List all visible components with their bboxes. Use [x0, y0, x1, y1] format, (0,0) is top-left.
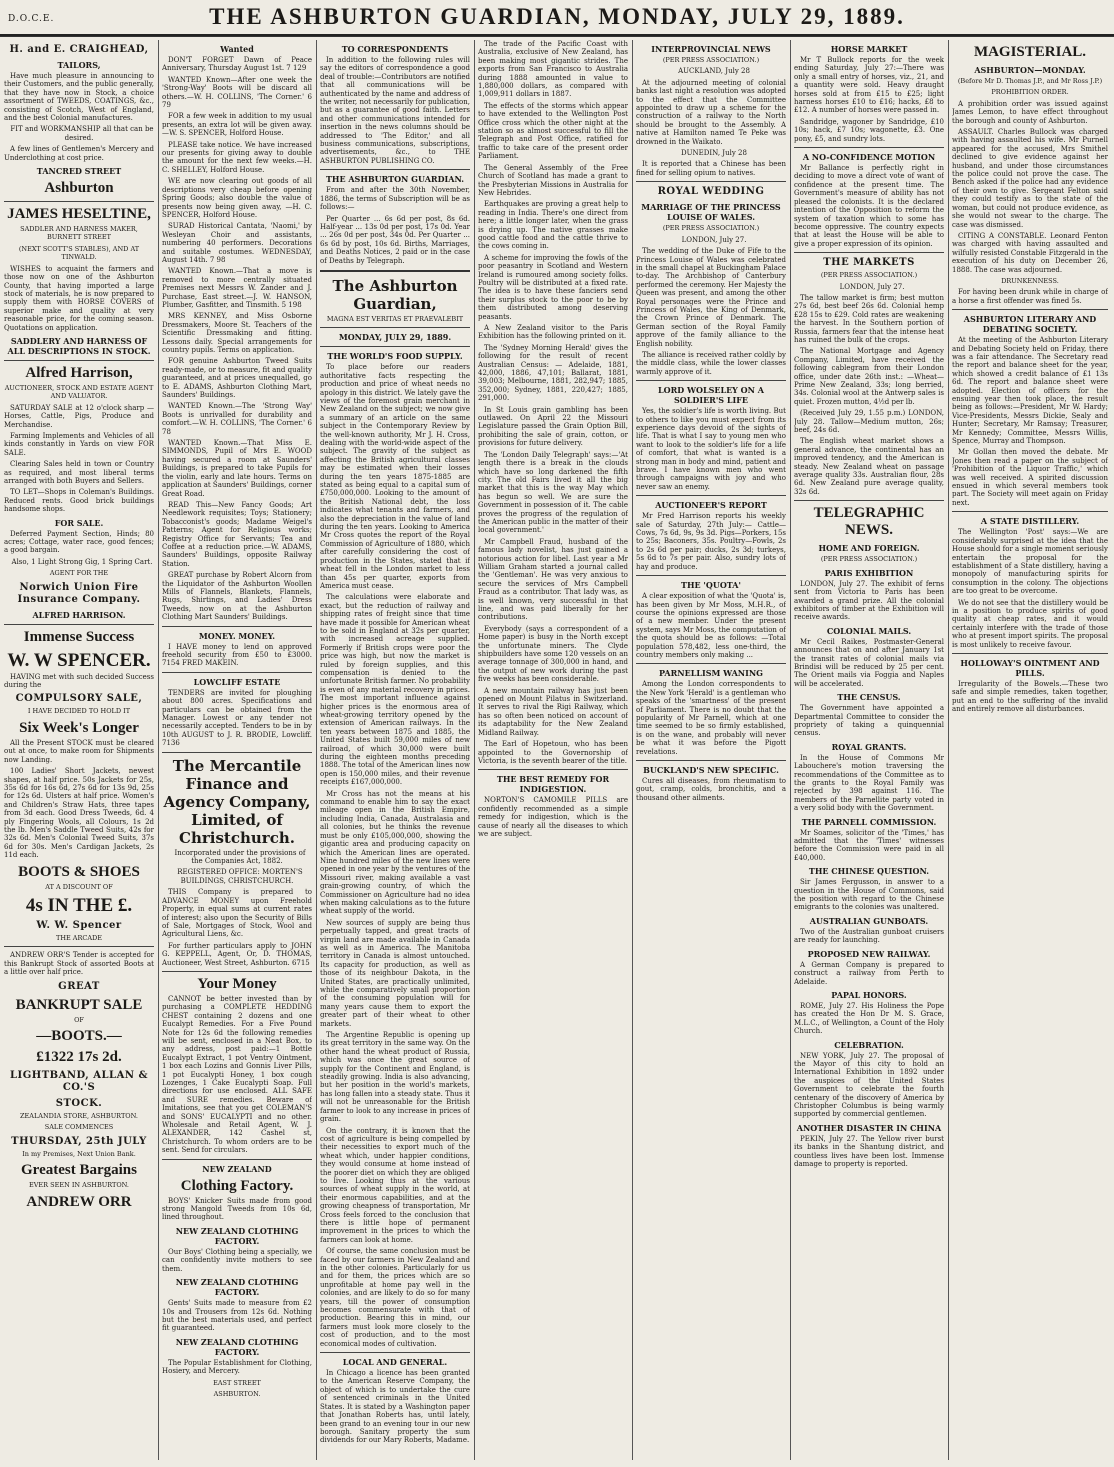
- nz-factory-text-4: The Popular Establishment for Clothing, Hosiery, and Mercery.: [162, 1358, 312, 1376]
- auctioneer-heading: AUCTIONEER'S REPORT: [655, 500, 767, 511]
- news-paragraph: A scheme for improving the fowls of the poor peasantry in Scotland and Western Ireland is rumoured among society folks. Poultry will be distributed at a fixed rate. The idea is to have these fanciers send their surplus stock to the poor to be by them distributed among deserving peasants.: [478, 253, 628, 321]
- column-rule: [948, 40, 949, 1460]
- correspondents-heading: TO CORRESPONDENTS: [341, 44, 449, 54]
- paper-date: MONDAY, JULY 29, 1889.: [338, 332, 452, 343]
- magisterial-text: A prohibition order was issued against James Lemon, to have effect throughout the borough and county of Ashburton.: [952, 99, 1108, 125]
- nz-factory-sub: Clothing Factory.: [180, 1177, 294, 1194]
- craighead-sub: TAILORS,: [57, 60, 101, 70]
- orr-premises: In my Premises, Next Union Bank.: [22, 1149, 136, 1158]
- heseltine-sub: SADDLER AND HARNESS MAKER, BURNETT STREET: [20, 225, 138, 242]
- harrison-also: Also, 1 Light Strong Gig, 1 Spring Cart.: [11, 557, 153, 566]
- wanted-item: WANTED Known.—The 'Strong Way' Boots is unrivalled for durability and comfort.—W. H. COLLINS, 'The Corner.' 6 78: [162, 402, 312, 436]
- leader-paragraph: The calculations were elaborate and exact, but the reduction of railway and shipping rates of freight since that time have made it possible for American wheat to be sold in England at 32s per quarter, with increased acreage supplied. Formerly if British crops were poor the price was high, but now the market is ruled by foreign supplies, and this compensation is denied to the unfortunate British farmer. No probability is even of any material recovery in prices. The most important influence against higher prices is the enormous area of wheat-growing territory opened by the extension of American railways. In the ten years between 1875 and 1885, the United States built 59,000 miles of new railroad, of which 30,000 were built during the eighteen months preceding 1888. The total of the American lines now open is 150,000 miles, and their revenue receipts £167,000,000.: [320, 593, 470, 787]
- royal-place: LONDON, July 27.: [681, 235, 747, 244]
- census-text: The Government have appointed a Departmental Committee to consider the propriety of taking a quinquennial census.: [794, 704, 944, 738]
- nz-factory-heading: NEW ZEALAND: [202, 1163, 272, 1174]
- wanted-item: PLEASE take notice. We have increased our presents for giving away to double the amount for the next few weeks.—H. C. SHELLEY, Holford House.: [162, 140, 312, 174]
- drunkenness-heading: DRUNKENNESS.: [1001, 276, 1059, 285]
- leader-paragraph: On the contrary, it is known that the cost of agriculture is being compelled by their necessities to export much of the wheat which, under happier conditions, they would consume at home instead of the poorer diet on which they are obliged to live. Looking thus at the various sources of wheat supply in the world, at their enormous capabilities, and at the growing cheapness of transportation, Mr Cross feels forced to the conclusion that there is little hope of permanent improvement in the prices to which the farmers can look at home.: [320, 1126, 470, 1244]
- your-money-text: CANNOT be better invested than by purchasing a COMPLETE HEDDING CHEST containing 2 dozens and one Eucalypt Remedies. For a Five Pound Note for 12s 6d the following remedies will be sent, enclosed in a Neat Box, to any address, post paid:—1 Bottle Eucalypt Extract, 1 pot Ventry Ointment, 1 box each Lozins and Gonnis Liver Pills, 1 pot Eucalypti Honey, 1 box cough Lozenges, 1 Cake Eucalypti Soap. Full directions for use enclosed. ALL SAFE and SURE remedies. Beware of Imitations, see that you get COLEMAN'S and SONS' EUCALYPTI and no other. Wholesale and Retail Agent, W. J. ALEXANDER, 142 Cashel st, Christchurch. To whom orders are to be sent. Send for circulars.: [162, 994, 312, 1155]
- dunedin-place: DUNEDIN, July 28: [681, 149, 747, 158]
- nz-factory-text-3: Gents' Suits made to measure from £2 10s and Trousers from 12s 6d. Nothing but the best materials used, and perfect fit guaranteed.: [162, 1299, 312, 1333]
- magisterial-place: ASHBURTON—MONDAY.: [974, 65, 1086, 75]
- orr-date: THURSDAY, 25th JULY: [11, 1135, 147, 1147]
- spencer-heading: Immense Success: [23, 628, 135, 645]
- spencer-text2: All the Present STOCK must be cleared out at once, to make room for Shipments now Landing.: [4, 738, 154, 764]
- papal-text: ROME, July 27. His Holiness the Pope has created the Hon Dr M. S. Grace, M.L.C., of Wellington, a Count of the Holy Church.: [794, 1001, 944, 1036]
- wanted-heading: Wanted: [220, 44, 254, 54]
- leader-paragraph: The Argentine Republic is opening up its great territory in the same way. On the other hand the wheat product of Russia, which was once the great source of supply for the Continent and England, is steadily growing. India is also advancing, but her position in the world's markets, has long fallen into a steady state. Thus it will not be unreasonable for the British farmer to look to any increase in prices of grain.: [320, 1031, 470, 1124]
- heseltine-text: WISHES to acquaint the farmers and those now on one of the Ashburton County, that having imported a large stock of materials, he is now prepared to supply them with HORSE COVERS of superior make and quality at very reasonable price, for the coming season. Quotations on application.: [4, 264, 154, 332]
- chinese-heading: THE CHINESE QUESTION.: [808, 866, 930, 877]
- masthead-rule: [0, 36, 1114, 37]
- mercantile-office: REGISTERED OFFICE: MORTEN'S BUILDINGS, CHRISTCHURCH.: [177, 868, 303, 885]
- markets-text2: The National Mortgage and Agency Company, Limited, have received the following cablegram from their London office, under date 26th inst.: —Wheat—Prime New Zealand, 33s; long berried, 34s. Colonial wool at the Antwerp sales is quiet. Frozen mutton, 4½d per lb.: [794, 347, 944, 406]
- news-paragraph: In St Louis grain gambling has been outlawed. On April 22 the Missouri Legislature passed the Grain Option Bill, prohibiting the sale of grain, cotton, or provisions for future delivery.: [478, 405, 628, 448]
- nz-factory-heading-2: NEW ZEALAND CLOTHING FACTORY.: [175, 1225, 299, 1246]
- distillery-heading: A STATE DISTILLERY.: [980, 516, 1080, 527]
- harrison-heading: Alfred Harrison,: [25, 364, 133, 381]
- column-5: [636, 40, 786, 1460]
- nz-factory-heading-3: NEW ZEALAND CLOTHING FACTORY.: [175, 1277, 299, 1298]
- news-paragraph: A New Zealand visitor to the Paris Exhibition has the following printed on it.: [478, 324, 628, 341]
- craighead-street: TANCRED STREET: [36, 166, 122, 177]
- magisterial-text2: ASSAULT. Charles Bullock was charged with having assaulted his wife. Mr Purnell appeared for the accused, Mrs Smithel declined to give evidence against her husband, and under those circumstances the police could not prove the case. The Bench asked if the police had any evidence of their own to give. Sergeant Felton said they could testify as to the state of the woman, but could not produce evidence, as she would not swear to the charge. The case was dismissed.: [952, 128, 1108, 229]
- orr-bargains: Greatest Bargains: [21, 1162, 137, 1179]
- magisterial-heading: MAGISTERIAL.: [973, 44, 1087, 60]
- wanted-item: MRS KENNEY, and Miss Osborne Dressmakers, Moore St. Teachers of the Scientific Dressmaking and fitting. Lessons daily. Special arrangements for country pupils. Terms on application.: [162, 312, 312, 354]
- correspondents-text: In addition to the following rules will say the editors of correspondence a good deal of trouble:—Contributors are notified that all communications will be authenticated by the name and address of the writer, not necessarily for publication, but as a guarantee of good faith. Letters and other communications intended for insertion in the news columns should be addressed to 'The Editor,' and all business communications, subscriptions, advertisements, &c., to THE ASHBURTON PUBLISHING CO.: [320, 56, 470, 165]
- mercantile-inc: Incorporated under the provisions of the Companies Act, 1882.: [174, 848, 306, 866]
- royal-sub: MARRIAGE OF THE PRINCESS LOUISE OF WALES.: [641, 202, 781, 223]
- quota-heading: THE 'QUOTA': [681, 580, 741, 591]
- gunboats-heading: AUSTRALIAN GUNBOATS.: [809, 915, 929, 926]
- craighead-heading: H. and E. CRAIGHEAD,: [9, 44, 149, 55]
- interprovincial-place: AUCKLAND, July 28: [678, 67, 750, 76]
- markets-heading: THE MARKETS: [823, 257, 915, 269]
- news-paragraph: A new mountain railway has just been opened on Mount Pilatus in Switzerland. It serves to rival the Rigi Railway, which has so often been noticed on account of its adaptability for the New Zealand Midland Railway.: [478, 686, 628, 737]
- wanted-item: DON'T FORGET Dawn of Peace Anniversary, Thursday August 1st. 7 129: [162, 56, 312, 73]
- subscription-heading: THE ASHBURTON GUARDIAN.: [325, 174, 465, 185]
- nz-factory-town: ASHBURTON.: [213, 1389, 261, 1398]
- column-rule: [316, 40, 317, 1460]
- parnell-commission-heading: THE PARNELL COMMISSION.: [801, 816, 937, 827]
- craighead-text: Have much pleasure in announcing to their Customers, and the public generally, that they have now in Stock, a choice assortment of TWEEDS, COATINGS, &c., consisting of Scotch, West of England, and the best Colonial manufactures.: [4, 72, 154, 123]
- specific-text: Cures all diseases, from rheumatism to gout, cramp, colds, bronchitis, and a thousand other ailments.: [636, 777, 786, 802]
- column-1: [4, 40, 154, 1460]
- specific-heading: BUCKLAND'S NEW SPECIFIC.: [643, 765, 779, 775]
- leader-paragraph: To place before our readers authoritative facts respecting the production and price of wheat needs no apology in this district. We lately gave the views of the foremost grain merchant in New Zealand on the subject; we now give a summary of an article on the same subject in the Contemporary Review by the well-known authority, Mr J. H. Cross, dealing with the world-wide aspect of the subject. The gravity of the subject as affecting the British agricultural classes may be estimated when their losses during the ten years 1875-1885 are stated as being equal to a capital sum of £750,000,000. Looking to the amount of the British National debt, the loss indicates what tenants and farmers, and also the depreciation in the value of land during the ten years. Looking to America Mr Cross quotes the report of the Royal Commission of Agriculture of 1880, which after carefully considering the cost of production in the States, stated that if wheat fell in the London market to less than 45s per quarter, exports from America must cease.: [320, 363, 470, 590]
- column-rule: [158, 40, 159, 1460]
- wanted-item: GREAT purchase by Robert Alcorn from the Liquidator of the Ashburton Woollen Mills of Flannels, Blankets, Flannels, Rugs, Shirtings, and Ladies' Dress Tweeds, now on at the Ashburton Clothing Mart Saunders' Buildings.: [162, 571, 312, 622]
- telegraphic-sub: HOME AND FOREIGN.: [818, 543, 920, 554]
- money-text: I HAVE money to lend on approved freehold security from £50 to £3000. 7154 FRED MAKEIN.: [162, 642, 312, 668]
- no-confidence-heading: A NO-CONFIDENCE MOTION: [802, 152, 936, 163]
- mails-text: Mr Cecil Raikes, Postmaster-General announces that on and after January 1st the transit rates of colonial mails via Brindisi will be reduced by 25 per cent. The Orient mails via Foggia and Naples will be accelerated.: [794, 637, 944, 688]
- orr-stock: STOCK.: [55, 1098, 103, 1109]
- column-rule: [790, 40, 791, 1460]
- leader-paragraph: Of course, the same conclusion must be faced by our farmers in New Zealand and in the other colonies. Particularly for us and for them, the prices which are so unprofitable at home pay well in the colonies, and are likely to do so for many years, till the power of consumption becomes commensurate with that of production. Bearing this in mind, our farmers must look more closely to the cost of production, and to the most economical modes of cultivation.: [320, 1247, 470, 1348]
- craighead-town: Ashburton: [44, 180, 114, 197]
- heseltine-heading: JAMES HESELTINE,: [7, 206, 151, 223]
- holloway-heading: HOLLOWAY'S OINTMENT AND PILLS.: [960, 657, 1100, 678]
- grants-heading: ROYAL GRANTS.: [831, 741, 907, 752]
- orr-of: OF: [74, 1015, 84, 1024]
- parnellism-heading: PARNELLISM WANING: [659, 668, 763, 679]
- column-rule: [632, 40, 633, 1460]
- interprovincial-heading: INTERPROVINCIAL NEWS: [651, 44, 771, 54]
- horse-market-heading: HORSE MARKET: [830, 44, 908, 54]
- celebration-heading: CELEBRATION.: [834, 1039, 904, 1050]
- money-heading: MONEY. MONEY.: [198, 630, 276, 641]
- spencer-decided: I HAVE DECIDED TO HOLD IT: [27, 707, 131, 716]
- magisterial-bench: (Before Mr D. Thomas J.P., and Mr Ross J.P.): [957, 77, 1103, 85]
- remedy-heading: THE BEST REMEDY FOR INDIGESTION.: [496, 774, 610, 795]
- your-money-heading: Your Money: [197, 975, 277, 992]
- leader-paragraph: Mr Cross has not the means at his command to enable him to say the exact mileage open in the British Empire, including India, Canada, Australasia and all colonies, but he thinks the revenue must be only £105,000,000, showing the gigantic area and producing capacity on which the American lines are operated. Nine hundred miles of the new lines were opened in one year by the ventures of the Missouri river, making available a vast grain-growing country, of which the Commissioner on Agriculture had no idea when making calculations as to the future wheat supply of the world.: [320, 789, 470, 916]
- craighead-fit: FIT and WORKMANSHIP all that can be desired.: [10, 125, 154, 142]
- harrison-text3: Clearing Sales held in town or Country as required, and most liberal terms arranged with both Buyers and Sellers.: [4, 460, 154, 485]
- column-6: [794, 40, 944, 1460]
- markets-place: LONDON, July 27.: [839, 282, 905, 291]
- wanted-item: SURAD Historical Cantata, 'Naomi,' by Wesleyan Choir and assistants, numbering 40 performers. Decorations and suitable costumes. WEDNESDAY, August 14th. 7 98: [162, 222, 312, 264]
- grants-text: In the House of Commons Mr Labouchere's motion traversing the recommendations of the Committee as to the grants to the Royal Family was rejected by 398 against 116. The members of the Parnellite party voted in a very solid body with the Government.: [794, 753, 944, 813]
- census-heading: THE CENSUS.: [837, 692, 901, 703]
- spencer-arcade: THE ARCADE: [55, 933, 103, 942]
- harrison-forsale: FOR SALE.: [54, 517, 104, 528]
- royal-text2: The alliance is received rather coldly by the middle class, while the lower classes warmly approve of it.: [636, 350, 786, 376]
- news-paragraph: The effects of the storms which appear to have extended to the Wellington Post Office cross which the other night at the station so as almost successful to fill the Telegraph and Post Office, ratified for traffic to take care of the present order Parliament.: [478, 101, 628, 161]
- harrison-company: Norwich Union Fire Insurance Company.: [17, 581, 141, 605]
- disaster-heading: ANOTHER DISASTER IN CHINA: [796, 1122, 942, 1133]
- nz-factory-text: BOYS' Knicker Suits made from good strong Mangold Tweeds from 10s 6d, lined throughout.: [162, 1196, 312, 1222]
- news-paragraph: The Earl of Hopetoun, who has been appointed to the Governorship of Victoria, is the seventh bearer of the title.: [478, 740, 628, 765]
- literary-heading: ASHBURTON LITERARY AND DEBATING SOCIETY.: [963, 314, 1097, 335]
- spencer-weeks: Six Week's Longer: [19, 719, 139, 736]
- craighead-mercery: A few lines of Gentlemen's Mercery and Underclothing at cost price.: [4, 145, 154, 162]
- column-7: [952, 40, 1108, 1460]
- wanted-item: WANTED Known.—That a move is removed to more centrally situated Premises next Messrs W. Zander and J. Purchase, East street.—J. W. HANSON, Plumber, Gasfitter, and Tinsmith. 5 198: [162, 267, 312, 309]
- orr-ever: EVER SEEN IN ASHBURTON.: [28, 1181, 129, 1190]
- nz-factory-street: EAST STREET: [213, 1378, 261, 1387]
- magisterial-text3: CITING A CONSTABLE. Leonard Fenton was charged with having assaulted and wilfully resisted Constable Fitzgerald in the execution of his duty on December 26, 1888. The case was adjourned.: [952, 231, 1108, 274]
- harrison-sub: AUCTIONEER, STOCK AND ESTATE AGENT AND VALUATOR.: [4, 383, 154, 401]
- nz-factory-text-2: Our Boys' Clothing being a specially, we can confidently invite mothers to see them.: [162, 1247, 312, 1273]
- orr-firm: LIGHTBAND, ALLAN & CO.'S: [10, 1070, 148, 1093]
- magisterial-sub: PROHIBITION ORDER.: [991, 88, 1069, 97]
- railway-heading: PROPOSED NEW RAILWAY.: [807, 948, 931, 959]
- column-rule: [474, 40, 475, 1460]
- chinese-text: Sir James Fergusson, in answer to a question in the House of Commons, said the position with regard to the Chinese emigrants to the colonies was unaltered.: [794, 878, 944, 912]
- mercantile-text: THIS Company is prepared to ADVANCE MONEY upon Freehold Property, in equal sums at current rates of interest; also upon the Security of Bills of Sale, Mortgages of Stock, Wool and Agricultural Liens, &c.: [162, 888, 312, 939]
- royal-text: The wedding of the Duke of Fife to the Princess Louise of Wales was celebrated in the small chapel at Buckingham Palace to-day. The Archbishop of Canterbury performed the ceremony. Her Majesty the Queen was present, and among the other Royal personages were the Prince and Princess of Wales, the King of Denmark, the Crown Prince of Denmark. The German section of the Royal Family approve of the family alliance to the English nobility.: [636, 247, 786, 348]
- celebration-text: NEW YORK, July 27. The proposal of the Mayor of this city to hold an International Exhibition in 1892 under the auspices of the United States Government to celebrate the fourth centenary of the discovery of America by Christopher Columbus is being warmly supported by commercial gentlemen.: [794, 1051, 944, 1119]
- markets-text4: The English wheat market shows a general advance, the continental has an improved tendency, and the American is steady. New Zealand wheat on passage average quality 33s. Australian flour, 28s 6d. New Zealand pure average quality, 32s 6d.: [794, 437, 944, 496]
- subscription-table: Per Quarter ... 6s 6d per post, 8s 6d. Half-year ... 13s 0d per post, 17s 0d. Year ... 26s 0d per post, 34s 0d. Per Quarter ... 6s 6d by post, 10s 6d. Births, Marriages, and Deaths Notices, 2 paid or in the case of Deaths by Telegraph.: [320, 214, 470, 265]
- news-paragraph: Earthquakes are proving a great help to reading in India. There's one direct from here; a little longer later, when the grass is drying up. The native grasses make good cattle food and the cattle thrive to the cows coming in.: [478, 200, 628, 251]
- orr-commences: SALE COMMENCES: [44, 1123, 114, 1132]
- mercantile-text2: For further particulars apply to JOHN G. KEPPELL, Agent, Or, D. THOMAS, Auctioneer, West Street, Ashburton. 6715: [162, 941, 312, 967]
- wanted-item: FOR genuine Ashburton Tweed Suits ready-made, or to measure, fit and quality guaranteed, and at prices unequalled, go to E. ADAMS, Ashburton Clothing Mart, Saunders' Buildings.: [162, 357, 312, 400]
- orr-store: ZEALANDIA STORE, ASHBURTON.: [20, 1112, 138, 1120]
- wanted-item: WANTED Known—After one week the 'Strong-Way' Boots will be discard all others.—W. H. COLLINS, 'The Corner.' 6 79: [162, 75, 312, 110]
- spencer-text: HAVING met with such decided Success during the: [4, 672, 154, 690]
- local-heading: LOCAL AND GENERAL.: [342, 1357, 448, 1368]
- news-paragraph: The 'Sydney Morning Herald' gives the following for the result of recent Australian Census: — Adelaide, 1881, 42,000, 1886, 47,101; Ballarat, 1881, 39,003; Melbourne, 1881, 282,947; 1885, 352,000; Sydney, 1881, 220,427; 1885, 291,000.: [478, 343, 628, 403]
- interprovincial-sub: (PER PRESS ASSOCIATION.): [662, 56, 760, 64]
- gunboats-text: Two of the Australian gunboat cruisers are ready for launching.: [794, 927, 944, 945]
- markets-text: The tallow market is firm; best mutton 27s 6d, best beef 26s 6d. Colonial hemp £28 15s to £29. Cold rates are weakening the harvest. In the Southern portion of Russia, farmers fear that the intense heat has ruined the bulk of the crops.: [794, 293, 944, 344]
- auctioneer-text: Mr Fred Harrison reports his weekly sale of Saturday, 27th July:— Cattle—Cows, 7s 6d, 9s, 9s 3d. Pigs—Porkers, 15s to 25s; Baconers, 35s. Poultry—Fowls, 2s to 2s 6d per pair; ducks, 2s 3d; turkeys, 5s 6d to 7s per pair. Also, sundry lots of hay and produce.: [636, 512, 786, 571]
- literary-text2: Mr Gollan then moved the debate. Mr Jones then read a paper on the subject of 'Prohibition of the Liquor Traffic,' which was well received. A spirited discussion ensued in which several members took part. The Society will meet again on Friday next.: [952, 448, 1108, 507]
- news-paragraph: Mr Campbell Fraud, husband of the famous lady novelist, has just gained a notorious action for libel. Last year a Mr William Graham started a journal called the 'Gentleman'. He was very anxious to secure the services of Mrs Campbell Fraud as a contributor. That lady was, as is well known, very successful in that line, and was paid liberally for her contributions.: [478, 537, 628, 622]
- railway-text: A German Company is prepared to construct a railway from Perth to Adelaide.: [794, 960, 944, 986]
- paris-text: LONDON, July 27. The exhibit of ferns sent from Victoria to Paris has been awarded a grand prize. All the colonial exhibitors of timber at the Exhibition will receive awards.: [794, 579, 944, 622]
- paris-heading: PARIS EXHIBITION: [824, 567, 914, 578]
- wanted-item: READ This—New Fancy Goods; Art Needlework requisites; Toys; Stationery; Tobacconist's goods; Madame Weigel's Patterns; Agent for Religious works; Registry Office for Servants; Tea and Coffee at a reduction price.—W. ADAMS, Saunders' Buildings, opposite Railway Station.: [162, 500, 312, 568]
- news-paragraph: The trade of the Pacific Coast with Australia, exclusive of New Zealand, has been making most gigantic strides. The exports from San Francisco to Australia during 1888 amounted in value to 1,880,000 dollars, as compared with 1,009,911 dollars in 1887.: [478, 40, 628, 99]
- harrison-text2: Farming Implements and Vehicles of all kinds constantly in Yards on view FOR SALE.: [4, 431, 154, 457]
- news-paragraph: The General Assembly of the Free Church of Scotland has made a grant to the Presbyterian Missions in Australia for New Hebrides.: [478, 163, 628, 197]
- heseltine-sub2: (NEXT SCOTT'S STABLES), AND AT TINWALD.: [18, 244, 140, 262]
- lowcliff-text: TENDERS are invited for ploughing about 800 acres. Specifications and particulars can be obtained from the Manager. Lowest or any tender not necessarily accepted. Tenders to be in by 10th AUGUST to J. R. BRODIE, Lowcliff. 7136: [162, 688, 312, 748]
- papal-heading: PAPAL HONORS.: [831, 989, 907, 1000]
- harrison-text4: TO LET—Shops in Coleman's Buildings. Reduced rents. Good brick buildings handsome shops.: [4, 488, 154, 514]
- orr-text: ANDREW ORR'S Tender is accepted for this Bankrupt Stock of assorted Boots at a little over half price.: [4, 951, 154, 977]
- orr-great: GREAT: [58, 980, 100, 992]
- markets-sub: (PER PRESS ASSOCIATION.): [820, 271, 918, 280]
- remedy-text: NORTON'S CAMOMILE PILLS are confidently recommended as a simple remedy for indigestion, which is the cause of nearly all the diseases to which we are subject.: [478, 796, 628, 838]
- column-4: [478, 40, 628, 1460]
- disaster-text: PEKIN, July 27. The Yellow river burst its banks in the Shantung district, and countless lives have been lost. Immense damage to property is reported.: [794, 1134, 944, 1168]
- spencer-rate: 4s IN THE £.: [25, 894, 133, 916]
- no-confidence-text: Mr Ballance is perfectly right in deciding to move a direct vote of want of confidence at the present time. The Government's measure of ability has not pleased the colonists. It is the declared intention of the Opposition to reform the system of taxation which to some has become oppressive. The country expects that at least the House will be able to give a proper expression of its opinion.: [794, 164, 944, 248]
- spencer-signature: W. W. Spencer: [36, 919, 122, 931]
- telegraphic-heading: TELEGRAPHIC NEWS.: [813, 505, 925, 539]
- orr-bankrupt: BANKRUPT SALE: [15, 996, 143, 1013]
- parnellism-text: Among the London correspondents to the New York 'Herald' is a gentleman who speaks of the 'smartness' of the present of Parliament. There is no doubt that the popularity of Mr Parnell, which at one time seemed to be so firmly established, is on the wane, and probably will never be what it was before the Pigott revelations.: [636, 680, 786, 756]
- subscription-text: From and after the 30th November, 1886, the terms of Subscription will be as follows:—: [320, 186, 470, 212]
- local-text: In Chicago a licence has been granted to the American Reserve Company, the object of which is to undertake the cure of sentenced criminals in the United States. It is stated by a Washington paper that Jonathan Roberts has, until lately, been grand to an evening tour in our new borough. Sanitary property the sum dividends for our Mary Roberts, Madame.: [320, 1369, 470, 1445]
- drunkenness-text: For having been drunk while in charge of a horse a first offender was fined 5s.: [952, 288, 1108, 305]
- mails-heading: COLONIAL MAILS.: [826, 625, 912, 636]
- distillery-text2: We do not see that the distillery would be in a position to produce spirits of good quality at cheap rates, and it would certainly interfere with the trade of those who at present import spirits. The proposal is most unlikely to receive favour.: [952, 598, 1108, 649]
- spencer-discount: AT A DISCOUNT OF: [45, 882, 113, 891]
- paper-title: The Ashburton Guardian,: [332, 276, 458, 313]
- wanted-item: WANTED Known.—That Miss E. SIMMONDS, Pupil of Mrs E. WOOD having secured a room at Saunders' Buildings, is prepared to take Pupils for the violin, early and late hours. Terms on application at Saunders' Buildings, corner Great Road.: [162, 439, 312, 498]
- orr-boots: —BOOTS.—: [36, 1028, 122, 1044]
- news-paragraph: Everybody (says a correspondent of a Home paper) is busy in the North except the unfortunate miners. The Clyde shipbuilders have some 120 vessels on an average tonnage of 300,000 in hand, and the output of new work during the past five weeks has been considerable.: [478, 624, 628, 684]
- column-3: [320, 40, 470, 1460]
- masthead: [0, 0, 1114, 36]
- spencer-boots: BOOTS & SHOES: [18, 863, 140, 880]
- leader-heading: THE WORLD'S FOOD SUPPLY.: [327, 351, 463, 362]
- interprovincial-text: At the adjourned meeting of colonial banks last night a resolution was adopted to the effect that the Committee appointed to draw up a scheme for the construction of a railway to the North should be brought to the Assembly. A native at Hamilton named Te Peke was drowned in the Waikato.: [636, 78, 786, 146]
- wanted-item: FOR a few week in addition to my usual presents, an extra lot will be given away.—W. S. SPENCER, Holford House.: [162, 112, 312, 138]
- horse-market-text: Mr T Bullock reports for the week ending Saturday, July 27:—There was only a small entry of horses, viz., 21, and a quantity were sold. Heavy draught horses sold at from £15 to £25; light harness horses £10 to £16; hacks, £8 to £12. A number of horses were passed in.: [794, 56, 944, 115]
- harrison-signature: ALFRED HARRISON.: [32, 609, 126, 620]
- nz-factory-heading-4: NEW ZEALAND CLOTHING FACTORY.: [175, 1336, 299, 1357]
- spencer-list: 100 Ladies' Short Jackets, newest shapes, at half price. 50s Jackets for 25s, 35s 6d for 16s 6d, 27s 6d for 13s 9d, 25s for 12s 6d. Ulsters at half price. Women's and Children's Straw Hats, three tapes from 3d each. Good Dress Tweeds, 6d. 4 ply Fingering Wools, all Colours, 1s 2d the lb. Men's Saddle Tweed Suits, 42s for 32s 6d. Men's Colonial Tweed Suits, 37s 6d for 30s. Men's Cardigan Jackets, 2s 11d each.: [4, 767, 154, 860]
- lowcliff-heading: LOWCLIFF ESTATE: [193, 676, 281, 687]
- horse-market-text2: Sandridge, wagoner by Sandridge, £10 10s; hack, £7 10s; wagonette, £3. One pony, £5, and sundry lots.: [794, 117, 944, 143]
- parnell-commission-text: Mr Soames, solicitor of the 'Times,' has admitted that the 'Times' witnesses before the Commission were paid in all £40,000.: [794, 828, 944, 862]
- news-paragraph: The 'London Daily Telegraph' says:—'At length there is a break in the clouds which have so long darkened the fifth city. The old Fairs lived it all the big market that this is the way May which has begun so well. We are sure the Government in possession of it. The cable proves the progress of the regulation of the American public in the matter of their local government.': [478, 450, 628, 535]
- masthead-ornament: D.O.C.E.: [8, 14, 55, 24]
- leader-paragraph: New sources of supply are being thus perpetually tapped, and great tracts of virgin land are made available in Canada as well as in America. The Manitoba territory in Canada is almost untouched. Its capacity for production, as well as those of its neighbour Dakota, in the United States, are practically unlimited, while the comparatively small proportion of the consuming population will for many years cause them to export the greater part of their wheat to other markets.: [320, 918, 470, 1028]
- mercantile-heading: The Mercantile Finance and Agency Company, Limited, of Christchurch.: [163, 756, 311, 847]
- royal-assoc: (PER PRESS ASSOCIATION.): [662, 224, 760, 233]
- spencer-sale: COMPULSORY SALE,: [15, 693, 143, 705]
- quota-text: A clear exposition of what the 'Quota' is, has been given by Mr Moss, M.H.R., of course the opinions expressed are those of a new member. Under the present system, says Mr Moss, the computation of the quota should be as follows: —Total population 578,482, less one-third, the country members only making ...: [636, 592, 786, 659]
- telegraphic-assoc: (PER PRESS ASSOCIATION.): [820, 555, 918, 564]
- harrison-text5: Deferred Payment Section, Hinds; 80 acres; Cottage, water race, good fences; a good bargain.: [4, 529, 154, 555]
- paper-motto: MAGNA EST VERITAS ET PRAEVALEBIT: [326, 314, 464, 323]
- royal-heading: ROYAL WEDDING: [657, 186, 765, 198]
- harrison-agent: AGENT FOR THE: [49, 569, 109, 578]
- orr-signature: ANDREW ORR: [26, 1193, 132, 1210]
- dunedin-text: It is reported that a Chinese has been fined for selling opium to natives.: [636, 160, 786, 177]
- distillery-text: The Wellington 'Post' says:—We are considerably surprised at the idea that the House should for a single moment seriously entertain the proposal for the establishment of a State distillery, having a monopoly of manufacturing spirits for consumption in the colony. The objections are too great to be overcome.: [952, 528, 1108, 596]
- markets-text3: (Received July 29, 1.55 p.m.) LONDON, July 28. Tallow—Medium mutton, 26s; beef, 24s 6d.: [794, 409, 944, 435]
- orr-sum: £1322 17s 2d.: [36, 1049, 122, 1065]
- heseltine-tail: SADDLERY AND HARNESS OF ALL DESCRIPTIONS IN STOCK.: [7, 335, 151, 356]
- column-2: [162, 40, 312, 1460]
- harrison-text: SATURDAY SALE at 12 o'clock sharp —Horses, Cattle, Pigs, Produce and Merchandise.: [4, 403, 154, 429]
- wolseley-heading: LORD WOLSELEY ON A SOLDIER'S LIFE: [658, 385, 764, 406]
- holloway-text: Irregularity of the Bowels.—These two safe and simple remedies, taken together, put an end to the suffering of the invalid and entirely remove all disturbances.: [952, 679, 1108, 714]
- literary-text: At the meeting of the Ashburton Literary and Debating Society held on Friday, there was a fair attendance. The Secretary read the report and balance sheet for the year, which showed a credit balance of £1 13s 6d. The report and balance sheet were adopted. Election of officers for the ensuing year then took place, the result being as follows:—President, Mr W. Hardy; Vice-Presidents, Messrs Dickie, Sealy and Hunter; Secretary, Mr Ramsay; Treasurer, Mr Kennedy; Committee, Messrs Willis, Spence, Murray and Thompson.: [952, 336, 1108, 446]
- spencer-name: W. W SPENCER.: [7, 649, 151, 671]
- wolseley-text: Yes, the soldier's life is worth living. But to others to like you must expect from its experience days devoid of the sights of life. That is what I say to young men who want to look to the soldier's life for a life of comfort, that what is wanted is a strong man in body and mind, patient and brave. I have known men who went through campaigns with joy and who never saw an enemy.: [636, 407, 786, 491]
- wanted-item: WE are now clearing out goods of all descriptions very cheap before opening Spring Goods; also double the value of presents now being given away, —H. C. SPENCER, Holford House.: [162, 177, 312, 219]
- masthead-title: THE ASHBURTON GUARDIAN, MONDAY, JULY 29, 1889.: [209, 4, 905, 29]
